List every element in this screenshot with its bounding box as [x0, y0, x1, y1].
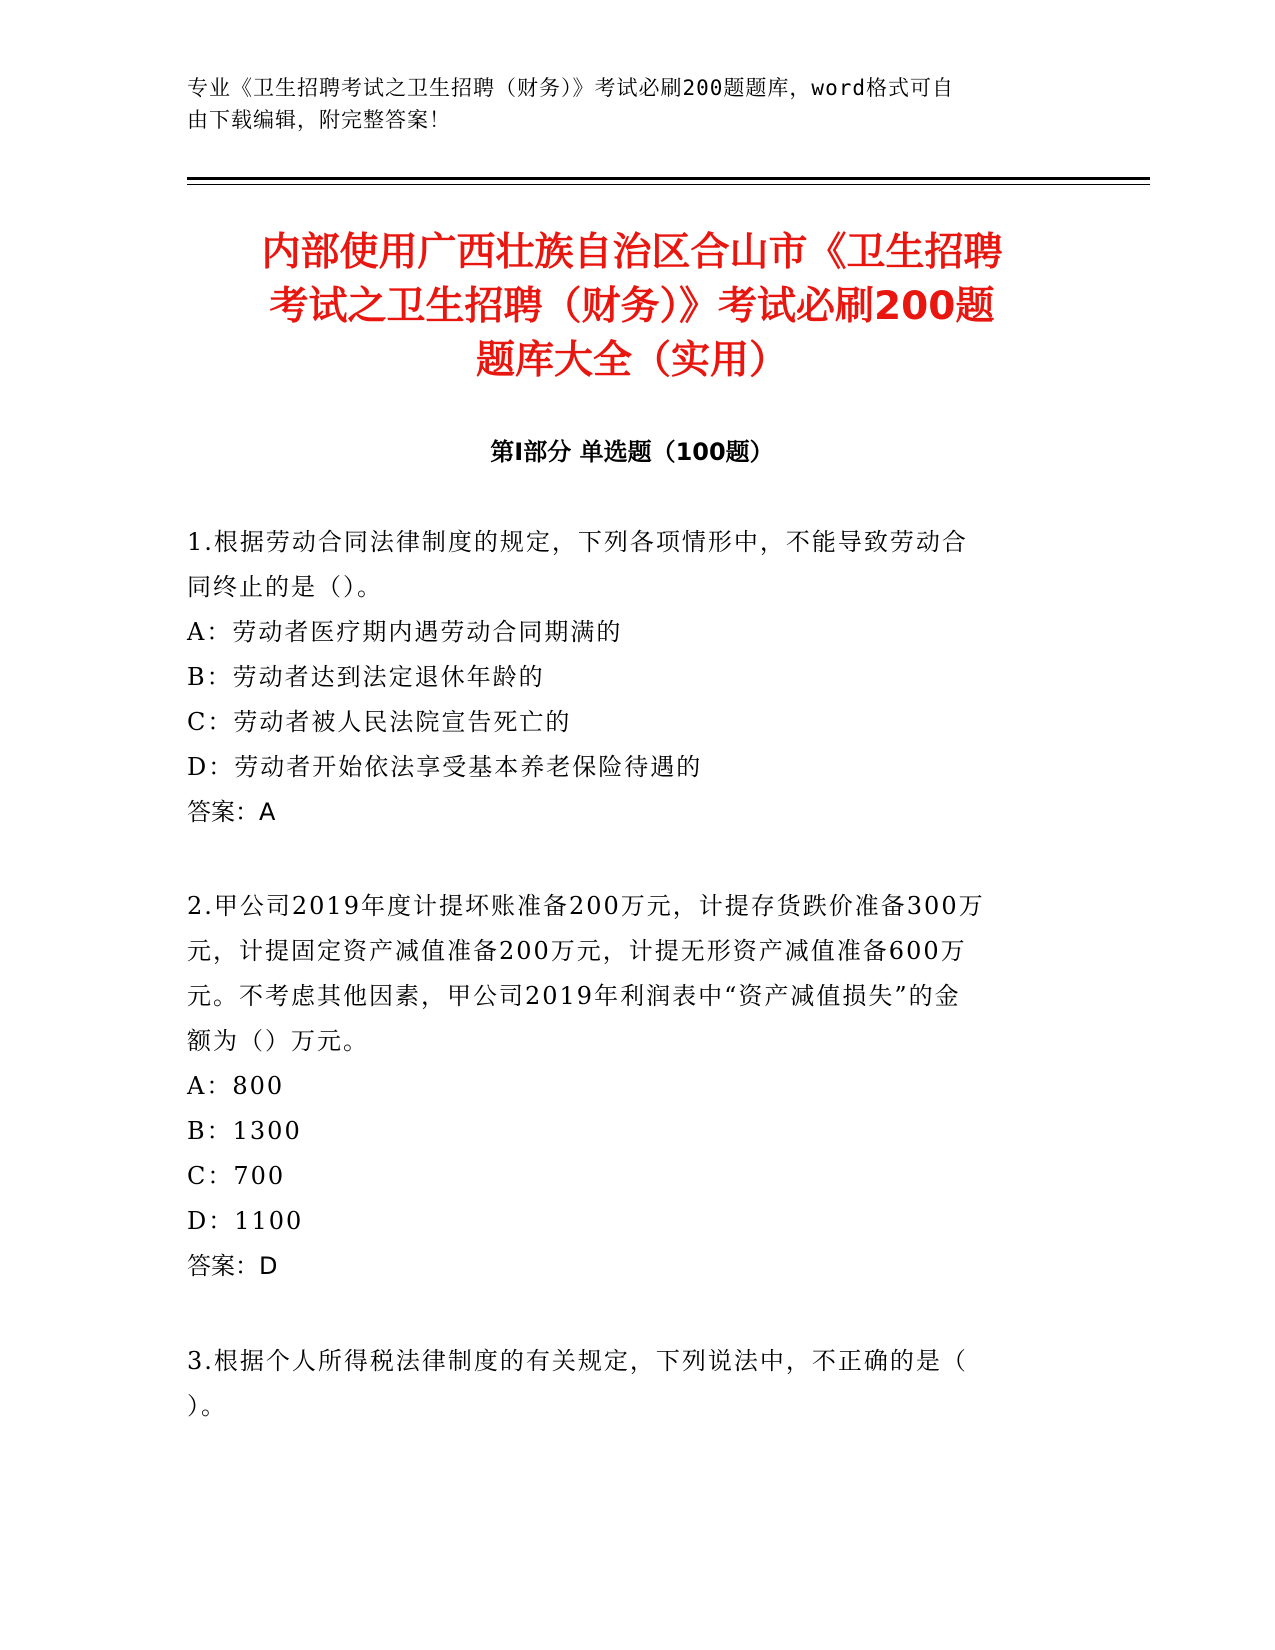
document-title — [187, 226, 1077, 388]
header-divider-thin — [187, 184, 1150, 185]
document-title-line: 考试之卫生招聘（财务）》考试必刷200题 — [269, 284, 995, 329]
question-stem-line: 元，计提固定资产减值准备200万元，计提无形资产减值准备600万 — [187, 937, 967, 965]
option-a: A：800 — [187, 1072, 285, 1100]
option-c: C：700 — [187, 1162, 286, 1190]
question-stem-line: 元。不考虑其他因素，甲公司2019年利润表中“资产减值损失”的金 — [187, 982, 961, 1010]
question-stem-line: 3.根据个人所得税法律制度的有关规定，下列说法中，不正确的是（ — [187, 1347, 968, 1375]
option-d: D：劳动者开始依法享受基本养老保险待遇的 — [187, 753, 703, 781]
question-1 — [187, 520, 1077, 835]
option-c: C：劳动者被人民法院宣告死亡的 — [187, 708, 572, 736]
question-stem-line: ）。 — [187, 1392, 227, 1420]
question-stem-line: 同终止的是（）。 — [187, 573, 383, 601]
option-a: A：劳动者医疗期内遇劳动合同期满的 — [187, 618, 623, 646]
option-d: D：1100 — [187, 1207, 304, 1235]
header-note-line: 专业《卫生招聘考试之卫生招聘（财务）》考试必刷200题题库，word格式可自 — [187, 76, 954, 100]
question-stem-line: 额为（）万元。 — [187, 1027, 369, 1055]
document-title-line: 内部使用广西壮族自治区合山市《卫生招聘 — [261, 230, 1003, 275]
question-3 — [187, 1339, 1077, 1429]
answer: 答案：A — [187, 798, 276, 826]
answer: 答案：D — [187, 1252, 278, 1280]
question-stem-line: 1.根据劳动合同法律制度的规定，下列各项情形中，不能导致劳动合 — [187, 528, 968, 556]
question-stem — [187, 1339, 1077, 1429]
question-stem — [187, 520, 1077, 610]
option-b: B：劳动者达到法定退休年龄的 — [187, 663, 545, 691]
option-b: B：1300 — [187, 1117, 302, 1145]
question-stem — [187, 884, 1077, 1064]
document-title-line: 题库大全（实用） — [475, 338, 788, 383]
question-2 — [187, 884, 1077, 1289]
header-note — [187, 72, 1087, 136]
question-stem-line: 2.甲公司2019年度计提坏账准备200万元，计提存货跌价准备300万 — [187, 892, 985, 920]
header-divider-thick — [187, 177, 1150, 180]
header-note-line: 由下载编辑，附完整答案！ — [187, 108, 451, 132]
section-heading: 第I部分 单选题（100题） — [490, 438, 774, 466]
